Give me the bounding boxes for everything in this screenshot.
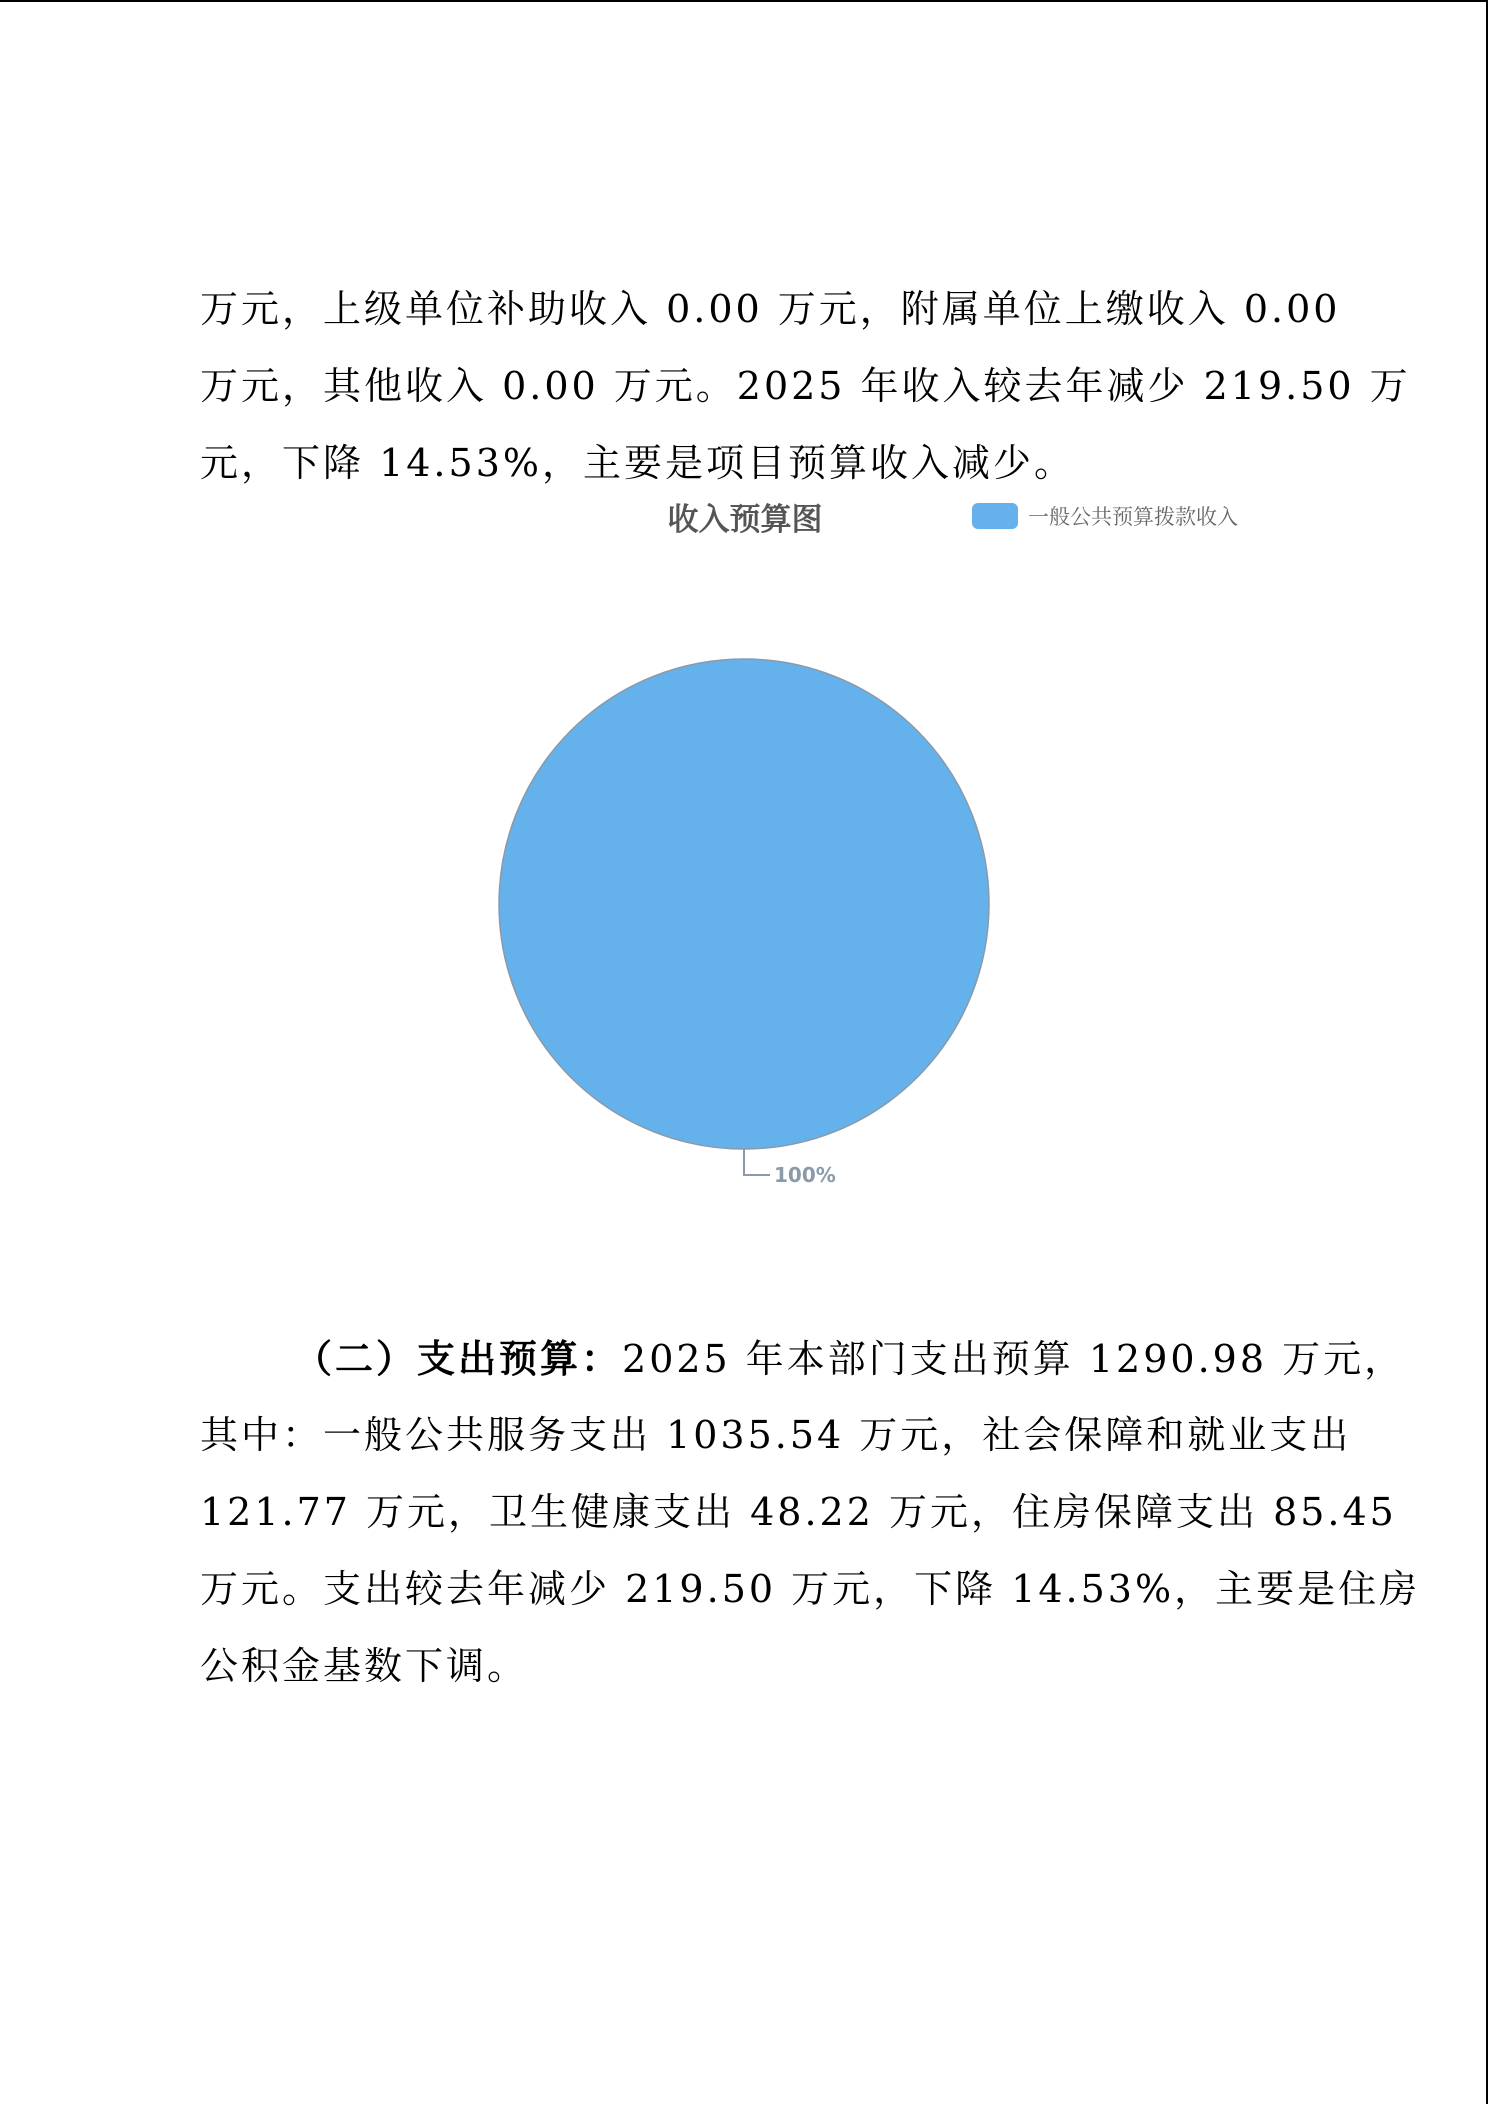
- section-heading: （二）支出预算：: [294, 1336, 623, 1381]
- expenditure-paragraph-line: 121.77 万元，卫生健康支出 48.22 万元，住房保障支出 85.45: [200, 1490, 1397, 1534]
- expenditure-paragraph-line: [200, 1320, 1406, 1397]
- income-paragraph-line: 元，下降 14.53%，主要是项目预算收入减少。: [200, 441, 1075, 485]
- legend-label: 一般公共预算拨款收入: [1028, 505, 1238, 529]
- chart-title: 收入预算图: [667, 502, 823, 538]
- expenditure-paragraph-line: 万元。支出较去年减少 219.50 万元，下降 14.53%，主要是住房: [200, 1567, 1421, 1611]
- pie-leader-line: [744, 1149, 770, 1175]
- expenditure-paragraph-line: 公积金基数下调。: [200, 1644, 529, 1688]
- income-paragraph-line: 万元，其他收入 0.00 万元。2025 年收入较去年减少 219.50 万: [200, 364, 1411, 408]
- expenditure-paragraph-line: 其中：一般公共服务支出 1035.54 万元，社会保障和就业支出: [200, 1413, 1352, 1457]
- pie-slice: [499, 659, 989, 1149]
- legend-swatch: [972, 503, 1018, 529]
- pie-value-label: 100%: [774, 1163, 836, 1187]
- page-border-top: [0, 0, 1488, 2]
- pie-chart: [480, 640, 1020, 1200]
- chart-legend: [972, 501, 1238, 531]
- income-paragraph: [200, 271, 1411, 502]
- expenditure-paragraph: [200, 1320, 1421, 1705]
- section-heading-rest: 2025 年本部门支出预算 1290.98 万元，: [622, 1337, 1406, 1381]
- income-paragraph-line: 万元，上级单位补助收入 0.00 万元，附属单位上缴收入 0.00: [200, 287, 1341, 331]
